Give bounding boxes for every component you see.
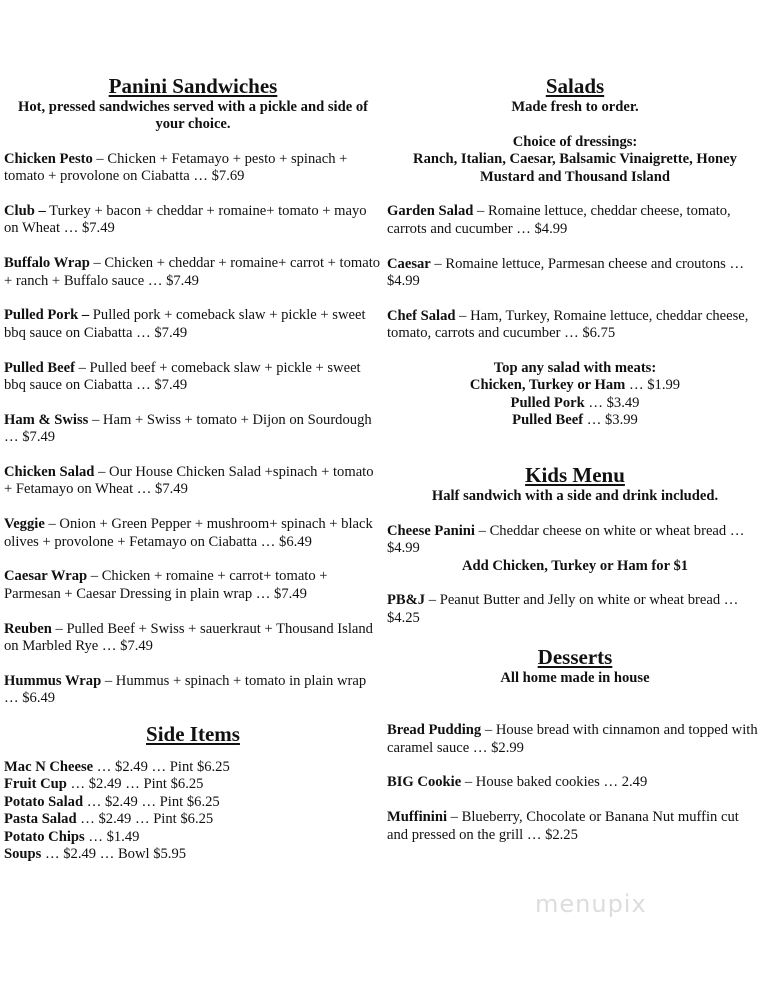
section-subtitle: All home made in house <box>500 670 650 686</box>
topping-item <box>387 412 763 429</box>
dressings-list: Ranch, Italian, Caesar, Balsamic Vinaigrette, Honey Mustard and Thousand Island <box>413 151 737 185</box>
menu-item <box>4 255 382 290</box>
menu-item <box>4 811 382 828</box>
menu-item <box>4 464 382 499</box>
menu-item <box>4 151 382 186</box>
menu-item <box>4 759 382 776</box>
item-description: … $2.49 … Pint $6.25 <box>83 793 220 810</box>
section-subtitle: Hot, pressed sandwiches served with a pickle and side of your choice. <box>17 99 368 133</box>
menu-item <box>4 621 382 656</box>
dressings-label: Choice of dressings: <box>512 133 638 150</box>
item-description: … $2.49 … Bowl $5.95 <box>41 846 187 863</box>
item-description: … $2.49 … Pint $6.25 <box>93 759 230 775</box>
item-name: Caesar <box>387 255 431 272</box>
item-description: – Ham, Turkey, Romaine lettuce, cheddar cheese, tomato, carrots and cucumber … $6.75 <box>387 307 749 342</box>
topping-name: Chicken, Turkey or Ham <box>469 377 626 394</box>
topping-item <box>387 377 763 394</box>
topping-item <box>387 395 763 412</box>
salads-section <box>387 73 763 430</box>
item-name: Muffinini <box>387 809 448 826</box>
item-description: – Pulled Beef + Swiss + sauerkraut + Thousand Island on Marbled Rye … $7.49 <box>4 620 373 655</box>
topping-name: Pulled Pork <box>510 394 585 411</box>
item-description: – House baked cookies … 2.49 <box>461 774 648 791</box>
menu-item <box>4 846 382 863</box>
topping-price: … $3.49 <box>584 394 640 411</box>
item-description: – Onion + Green Pepper + mushroom+ spinach + black olives + provolone + Fetamayo on Ciabatta … $6.49 <box>4 516 373 550</box>
item-name: BIG Cookie <box>387 774 462 791</box>
menu-item <box>4 307 382 342</box>
item-description: … $1.49 <box>84 828 140 845</box>
item-name: Hummus Wrap <box>4 672 102 689</box>
item-description: – Romaine lettuce, cheddar cheese, tomato, carrots and cucumber … $4.99 <box>387 203 731 237</box>
side-items-section <box>4 721 382 863</box>
menu-item <box>4 203 382 238</box>
item-description: – House bread with cinnamon and topped with caramel sauce … $2.99 <box>387 722 758 756</box>
item-description: – Peanut Butter and Jelly on white or wheat bread … $4.25 <box>387 592 739 626</box>
menu-item <box>4 412 382 447</box>
menu-item <box>387 203 763 238</box>
item-name: Chicken Salad <box>4 464 95 481</box>
menu-item <box>387 774 763 791</box>
menu-item <box>4 776 382 793</box>
menu-item <box>4 568 382 603</box>
item-name: Chef Salad <box>387 307 456 324</box>
section-subtitle: Made fresh to order. <box>511 99 639 115</box>
menu-item <box>4 516 382 551</box>
menu-item <box>387 592 763 627</box>
topping-price: … $1.99 <box>625 377 681 394</box>
item-description: – Cheddar cheese on white or wheat bread … $4.99 <box>387 522 745 557</box>
item-description: – Blueberry, Chocolate or Banana Nut muffin cut and pressed on the grill … $2.25 <box>387 809 739 843</box>
item-name: Caesar Wrap <box>4 568 88 585</box>
item-name: Reuben <box>4 620 52 637</box>
item-name: PB&J <box>387 592 426 609</box>
item-description: … $2.49 … Pint $6.25 <box>76 811 214 828</box>
section-title: Desserts <box>537 645 613 669</box>
kids-addon: Add Chicken, Turkey or Ham for $1 <box>461 557 689 574</box>
menu-item <box>4 673 382 708</box>
topping-list <box>387 377 763 429</box>
item-description: – Chicken + romaine + carrot+ tomato + Parmesan + Caesar Dressing in plain wrap … $7.49 <box>4 568 328 602</box>
item-description: – Ham + Swiss + tomato + Dijon on Sourdough … $7.49 <box>4 411 372 446</box>
section-subtitle: Half sandwich with a side and drink included. <box>431 488 719 504</box>
menu-item <box>387 256 763 291</box>
item-description: – Hummus + spinach + tomato in plain wrap … $6.49 <box>4 672 367 707</box>
menu-item <box>387 722 763 757</box>
item-name: Soups <box>4 846 42 863</box>
section-title: Side Items <box>146 722 240 746</box>
item-description: – Pulled beef + comeback slaw + pickle + sweet bbq sauce on Ciabatta … $7.49 <box>4 359 361 394</box>
item-name: Pulled Beef <box>4 359 75 376</box>
menu-item <box>387 523 763 558</box>
item-description: – Our House Chicken Salad +spinach + tomato + Fetamayo on Wheat … $7.49 <box>4 464 374 498</box>
section-title: Kids Menu <box>525 463 625 487</box>
menu-item <box>4 360 382 395</box>
item-name: Buffalo Wrap <box>4 255 90 272</box>
item-name: Pulled Pork – <box>4 307 90 324</box>
item-name: Pasta Salad <box>4 811 77 828</box>
topping-label: Top any salad with meats: <box>493 360 657 377</box>
menu-item <box>4 829 382 846</box>
item-name: Cheese Panini <box>387 522 475 539</box>
watermark: menupix <box>535 890 647 918</box>
desserts-section <box>387 644 763 861</box>
item-name: Veggie <box>4 516 45 533</box>
item-name: Ham & Swiss <box>4 411 89 428</box>
item-name: Fruit Cup <box>4 776 67 793</box>
topping-name: Pulled Beef <box>512 412 584 429</box>
menu-item <box>387 308 763 343</box>
topping-price: … $3.99 <box>583 412 638 429</box>
panini-section <box>4 73 382 725</box>
item-description: – Chicken + Fetamayo + pesto + spinach + tomato + provolone on Ciabatta … $7.69 <box>4 150 348 185</box>
menu-item <box>4 794 382 811</box>
item-name: Garden Salad <box>387 203 474 220</box>
section-title: Salads <box>545 74 605 98</box>
item-name: Club – <box>4 203 46 220</box>
item-description: Turkey + bacon + cheddar + romaine+ tomato + mayo on Wheat … $7.49 <box>4 203 367 237</box>
item-name: Mac N Cheese <box>4 759 94 775</box>
section-title: Panini Sandwiches <box>108 74 278 98</box>
item-description: Pulled pork + comeback slaw + pickle + sweet bbq sauce on Ciabatta … $7.49 <box>4 307 366 341</box>
item-name: Potato Salad <box>4 793 84 810</box>
item-name: Potato Chips <box>4 828 85 845</box>
item-description: – Romaine lettuce, Parmesan cheese and croutons … $4.99 <box>387 255 745 290</box>
item-description: – Chicken + cheddar + romaine+ carrot + tomato + ranch + Buffalo sauce … $7.49 <box>4 255 381 289</box>
item-description: … $2.49 … Pint $6.25 <box>66 776 204 793</box>
menu-item <box>387 809 763 844</box>
kids-section <box>387 462 763 645</box>
item-name: Chicken Pesto <box>4 150 93 167</box>
item-name: Bread Pudding <box>387 722 482 739</box>
